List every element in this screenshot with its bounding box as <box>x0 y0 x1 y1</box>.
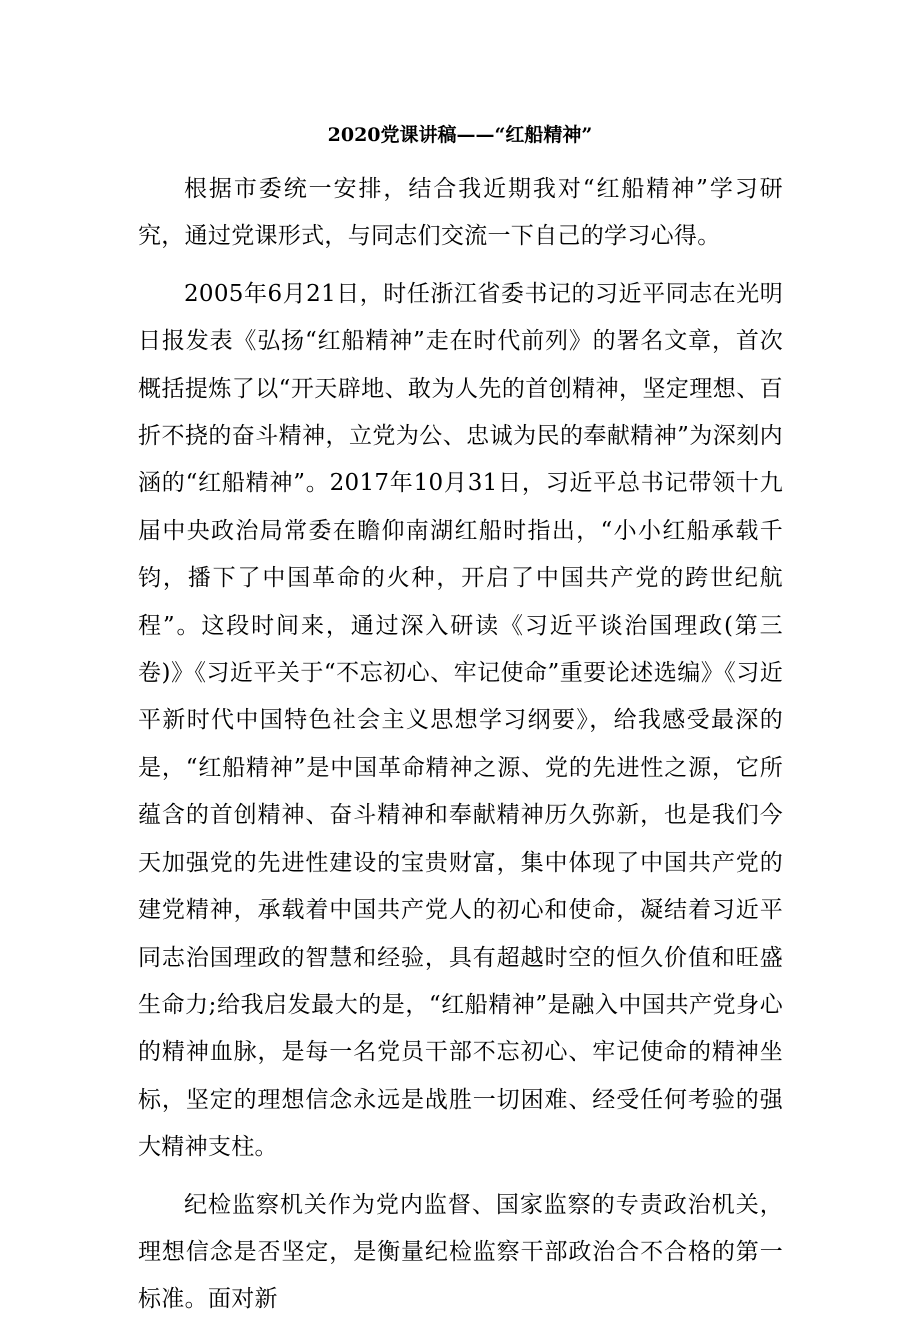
document-body <box>138 166 783 1334</box>
paragraph-intro: 根据市委统一安排，结合我近期我对“红船精神”学习研究，通过党课形式，与同志们交流一下自己的学习心得。 <box>138 176 783 250</box>
paragraph-discipline-inspection: 纪检监察机关作为党内监督、国家监察的专责政治机关，理想信念是否坚定，是衡量纪检监察干部政治合不合格的第一标准。面对新 <box>138 1191 783 1313</box>
document-title: 2020党课讲稿——“红船精神” <box>327 124 593 146</box>
paragraph-red-boat-spirit: 2005年6月21日，时任浙江省委书记的习近平同志在光明日报发表《弘扬“红船精神”走在时代前列》的署名文章，首次概括提炼了以“开天辟地、敢为人先的首创精神，坚定理想、百折不挠的奋斗精神，立党为公、忠诚为民的奉献精神”为深刻内涵的“红船精神”。2017年10月31日，习近平总书记带领十九届中央政治局常委在瞻仰南湖红船时指出，“小小红船承载千钧，播下了中国革命的火种，开启了中国共产党的跨世纪航程”。这段时间来，通过深入研读《习近平谈治国理政(第三卷)》《习近平关于“不忘初心、牢记使命”重要论述选编》《习近平新时代中国特色社会主义思想学习纲要》，给我感受最深的是，“红船精神”是中国革命精神之源、党的先进性之源，它所蕴含的首创精神、奋斗精神和奉献精神历久弥新，也是我们今天加强党的先进性建设的宝贵财富，集中体现了中国共产党的建党精神，承载着中国共产党人的初心和使命，凝结着习近平同志治国理政的智慧和经验，具有超越时空的恒久价值和旺盛生命力;给我启发最大的是，“红船精神”是融入中国共产党身心的精神血脉，是每一名党员干部不忘初心、牢记使命的精神坐标，坚定的理想信念永远是战胜一切困难、经受任何考验的强大精神支柱。 <box>138 280 783 1161</box>
